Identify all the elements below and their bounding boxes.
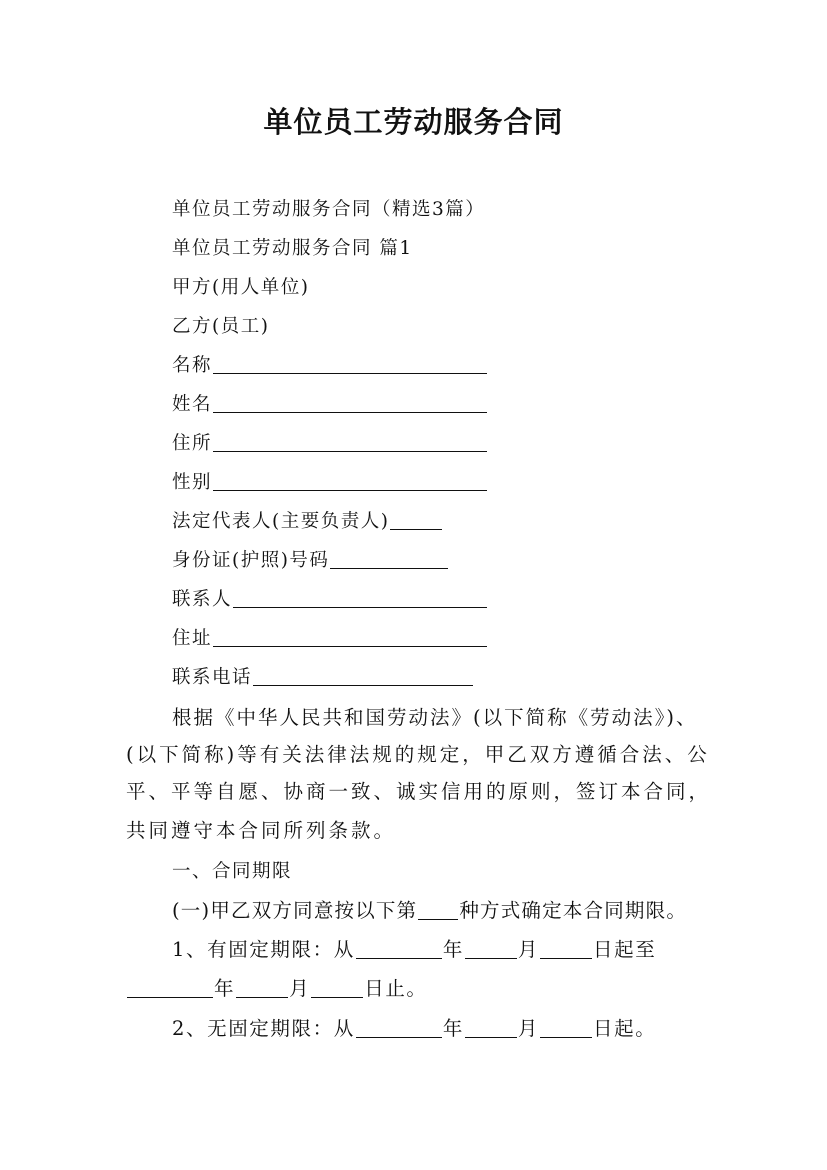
field-gender-label: 性别: [172, 472, 213, 493]
paragraph-line-2: (以下简称)等有关法律法规的规定，甲乙双方遵循合法、公: [126, 743, 710, 766]
section-heading: 一、合同期限: [172, 861, 293, 882]
open-start-year-label: 年: [442, 1017, 464, 1040]
clause-fixed-term-end: [126, 977, 428, 1001]
clause-fixed-term-pre: 1、有固定期限：从: [172, 938, 355, 961]
field-contact-person: [172, 588, 488, 612]
open-start-day-label: 日起。: [593, 1017, 657, 1040]
party-a-label: 甲方(用人单位): [172, 277, 310, 298]
field-person-name-label: 姓名: [172, 394, 213, 415]
fixed-end-day-blank: [311, 979, 363, 998]
open-start-year-blank: [356, 1019, 442, 1038]
field-residence: [172, 432, 488, 456]
paragraph-line-4: 共同遵守本合同所列条款。: [126, 819, 397, 842]
fixed-start-year-blank: [356, 940, 442, 959]
fixed-end-day-label: 日止。: [364, 977, 428, 1000]
fixed-end-month-label: 月: [289, 977, 311, 1000]
open-start-day-blank: [540, 1019, 592, 1038]
clause-open-term: [172, 1017, 656, 1041]
field-address-blank: [213, 628, 487, 647]
party-b-label: 乙方(员工): [172, 316, 270, 337]
field-gender-blank: [213, 472, 487, 491]
field-residence-label: 住所: [172, 433, 213, 454]
field-id-number-blank: [330, 550, 448, 569]
fixed-end-year-blank: [127, 979, 213, 998]
clause-term-method-blank: [418, 901, 458, 920]
field-address-label: 住址: [172, 628, 213, 649]
field-contact-person-label: 联系人: [172, 589, 233, 610]
field-gender: [172, 471, 488, 495]
fixed-start-month-blank: [465, 940, 517, 959]
field-legal-rep: [172, 510, 443, 534]
document-title: 单位员工劳动服务合同: [263, 105, 564, 139]
field-legal-rep-blank: [390, 511, 442, 530]
field-person-name-blank: [213, 394, 487, 413]
open-start-month-label: 月: [517, 1017, 540, 1040]
field-phone: [172, 666, 474, 690]
fixed-start-day-blank: [540, 940, 592, 959]
field-phone-label: 联系电话: [172, 667, 253, 688]
fixed-end-month-blank: [236, 979, 288, 998]
fixed-start-day-label: 日起至: [593, 938, 657, 961]
clause-term-method-pre: (一)甲乙双方同意按以下第: [172, 899, 418, 922]
fixed-start-month-label: 月: [517, 938, 540, 961]
clause-open-term-pre: 2、无固定期限：从: [172, 1017, 355, 1040]
fixed-end-year-label: 年: [214, 977, 236, 1000]
clause-fixed-term: [172, 938, 656, 962]
subtitle-line: 单位员工劳动服务合同（精选3篇）: [172, 199, 486, 220]
field-address: [172, 627, 488, 651]
open-start-month-blank: [465, 1019, 517, 1038]
paragraph-line-1: 根据《中华人民共和国劳动法》(以下简称《劳动法》)、: [172, 706, 698, 729]
field-id-number: [172, 549, 449, 573]
clause-term-method-post: 种方式确定本合同期限。: [459, 899, 688, 922]
fixed-start-year-label: 年: [442, 938, 464, 961]
field-person-name: [172, 393, 488, 417]
field-legal-rep-label: 法定代表人(主要负责人): [172, 511, 390, 532]
field-name-blank: [213, 355, 487, 374]
field-residence-blank: [213, 433, 487, 452]
paragraph-line-3: 平、平等自愿、协商一致、诚实信用的原则，签订本合同，: [126, 780, 712, 803]
clause-term-method: [172, 899, 687, 923]
field-name: [172, 354, 488, 378]
field-id-number-label: 身份证(护照)号码: [172, 550, 330, 571]
field-contact-person-blank: [233, 589, 487, 608]
field-name-label: 名称: [172, 355, 213, 376]
field-phone-blank: [253, 667, 473, 686]
chapter-heading: 单位员工劳动服务合同 篇1: [172, 238, 413, 259]
